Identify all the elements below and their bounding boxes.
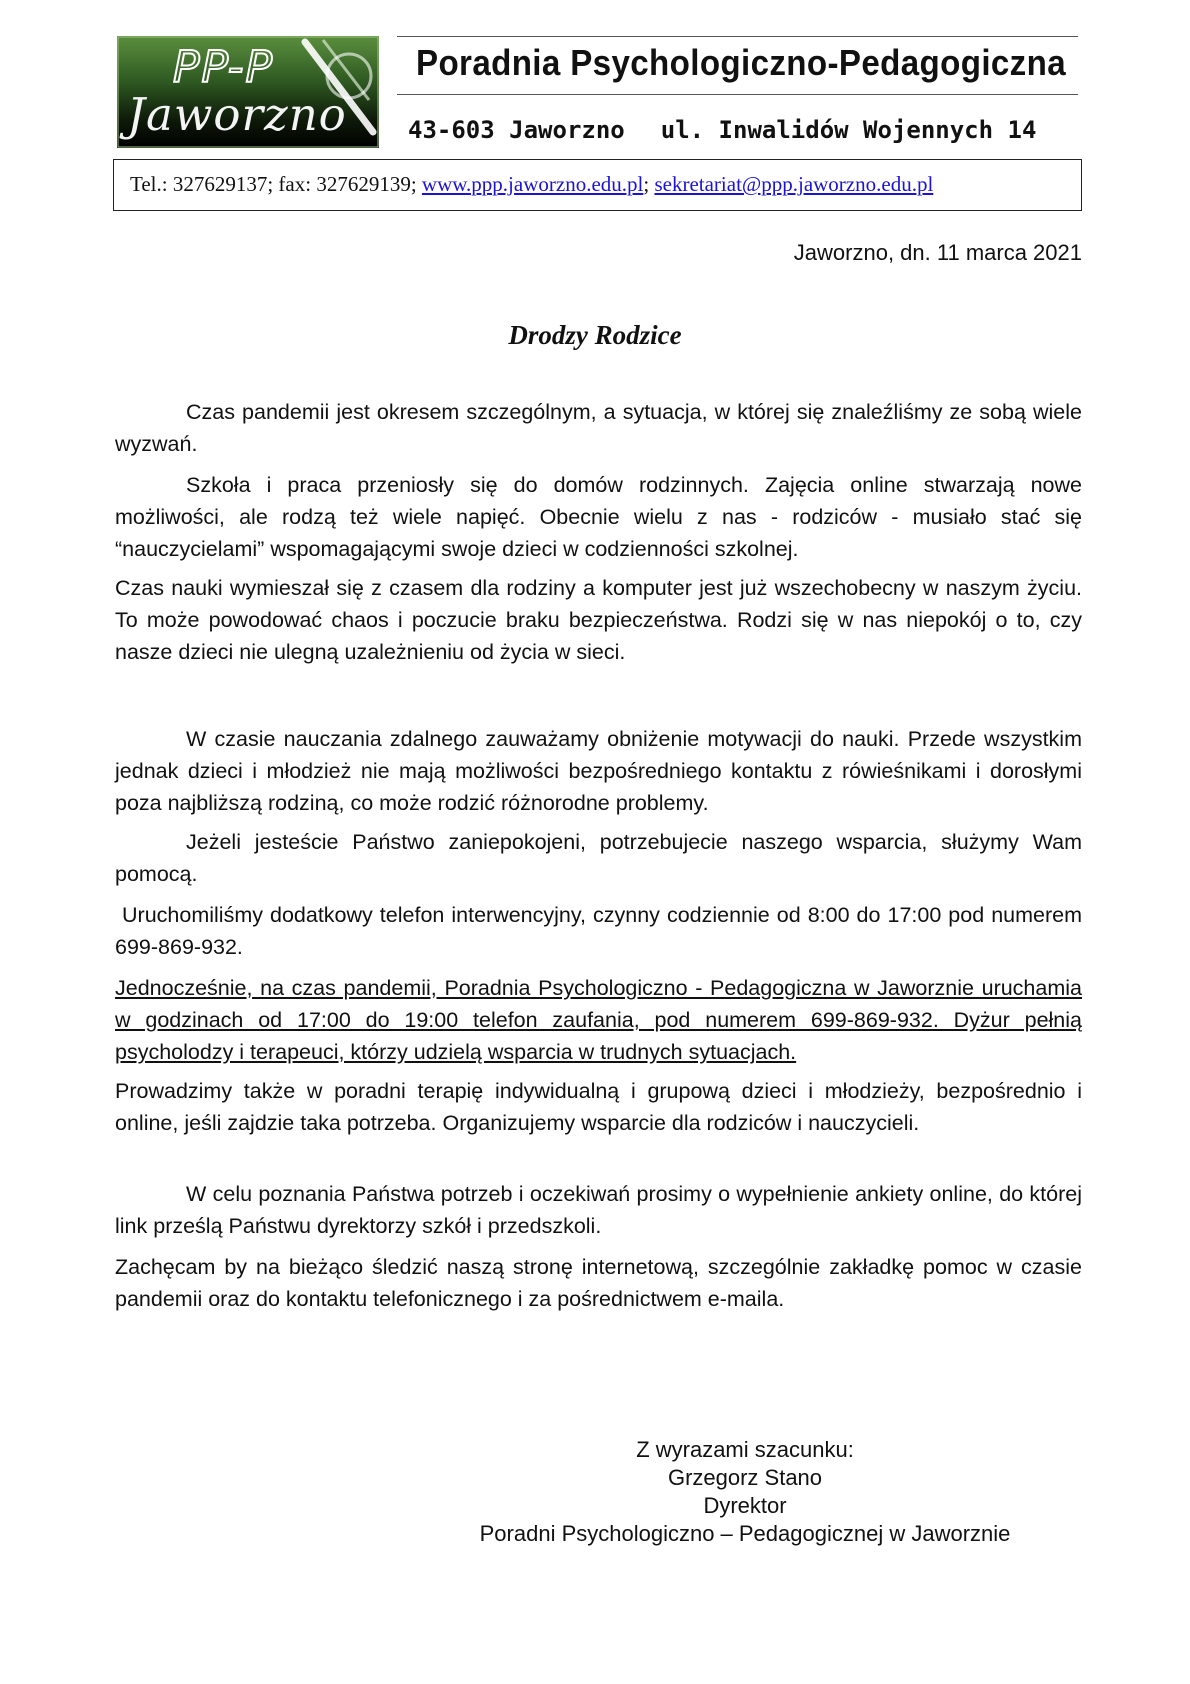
contact-separator: ; bbox=[643, 172, 650, 196]
signature-block bbox=[452, 1436, 1038, 1548]
email-link[interactable]: sekretariat@ppp.jaworzno.edu.pl bbox=[654, 172, 934, 196]
closing-regards: Z wyrazami szacunku: bbox=[636, 1437, 854, 1462]
paragraph-block bbox=[115, 972, 1082, 1068]
paragraph: Czas nauki wymieszał się z czasem dla rodziny a komputer jest już wszechobecny w naszym życiu. To może powodować chaos i poczucie braku bezpieczeństwa. Rodzi się w nas niepokój o to, czy nasze dzieci nie ulegną uzależnieniu od życia w sieci. bbox=[115, 576, 1082, 664]
website-link[interactable]: www.ppp.jaworzno.edu.pl bbox=[421, 172, 644, 196]
signer-institution: Poradni Psychologiczno – Pedagogicznej w Jaworznie bbox=[479, 1521, 1011, 1546]
logo-top-text: PP-P bbox=[173, 42, 275, 93]
contact-box bbox=[113, 159, 1082, 211]
paragraph: Uruchomiliśmy dodatkowy telefon interwencyjny, czynny codziennie od 8:00 do 17:00 pod numerem 699-869-932. bbox=[115, 903, 1088, 959]
phone-fax: Tel.: 327629137; fax: 327629139; bbox=[130, 172, 417, 196]
paragraph: Szkoła i praca przeniosły się do domów rodzinnych. Zajęcia online stwarzają nowe możliwości, ale rodzą też wiele napięć. Obecnie wielu z nas - rodziców - musiało stać się “nauczycielami” wspomagającymi swoje dzieci w codzienności szkolnej. bbox=[115, 473, 1082, 561]
contact-line bbox=[130, 172, 933, 197]
paragraph: Jeżeli jesteście Państwo zaniepokojeni, potrzebujecie naszego wsparcia, służymy Wam pomocą. bbox=[115, 830, 1082, 886]
paragraph: W celu poznania Państwa potrzeb i oczekiwań prosimy o wypełnienie ankiety online, do której link prześlą Państwu dyrektorzy szkół i przedszkoli. bbox=[115, 1182, 1082, 1238]
paragraph: W czasie nauczania zdalnego zauważamy obniżenie motywacji do nauki. Przede wszystkim jednak dzieci i młodzież nie mają możliwości bezpośredniego kontaktu z rówieśnikami i dorosłymi poza najbliższą rodziną, co może rodzić różnorodne problemy. bbox=[115, 727, 1082, 815]
paragraph: Czas pandemii jest okresem szczególnym, a sytuacja, w której się znaleźliśmy ze sobą wiele wyzwań. bbox=[115, 400, 1082, 456]
letter-date: Jaworzno, dn. 11 marca 2021 bbox=[793, 240, 1082, 265]
paragraph-block bbox=[115, 826, 1082, 890]
header-rule-top bbox=[397, 36, 1078, 37]
institution-address bbox=[408, 116, 1036, 144]
paragraph-block bbox=[115, 1075, 1082, 1139]
paragraph-block bbox=[115, 396, 1082, 460]
paragraph-block bbox=[115, 469, 1082, 565]
institution-name: Poradnia Psychologiczno-Pedagogiczna bbox=[416, 42, 1067, 83]
paragraph: Zachęcam by na bieżąco śledzić naszą stronę internetową, szczególnie zakładkę pomoc w czasie pandemii oraz do kontaktu telefonicznego i za pośrednictwem e-maila. bbox=[115, 1255, 1082, 1311]
header-rule-middle bbox=[397, 94, 1078, 95]
paragraph-block bbox=[115, 723, 1082, 819]
signer-name: Grzegorz Stano bbox=[667, 1465, 823, 1490]
paragraph-block bbox=[115, 899, 1088, 963]
paragraph-block bbox=[115, 572, 1082, 668]
logo-bottom-text: Jaworzno bbox=[127, 88, 347, 141]
signer-title: Dyrektor bbox=[703, 1493, 787, 1518]
highlighted-paragraph: Jednocześnie, na czas pandemii, Poradnia Psychologiczno - Pedagogiczna w Jaworznie uruchamia w godzinach od 17:00 do 19:00 telefon zaufania, pod numerem 699-869-932. Dyżur pełnią psycholodzy i terapeuci, którzy udzielą wsparcia w trudnych sytuacjach. bbox=[115, 976, 1082, 1064]
institution-logo bbox=[117, 36, 379, 148]
letter-salutation: Drodzy Rodzice bbox=[508, 320, 682, 350]
street-address: ul. Inwalidów Wojennych 14 bbox=[660, 116, 1037, 144]
paragraph-block bbox=[115, 1251, 1082, 1315]
postal-address: 43-603 Jaworzno bbox=[408, 116, 625, 144]
paragraph-block bbox=[115, 1178, 1082, 1242]
paragraph: Prowadzimy także w poradni terapię indywidualną i grupową dzieci i młodzieży, bezpośrednio i online, jeśli zajdzie taka potrzeba. Organizujemy wsparcie dla rodziców i nauczycieli. bbox=[115, 1079, 1082, 1135]
